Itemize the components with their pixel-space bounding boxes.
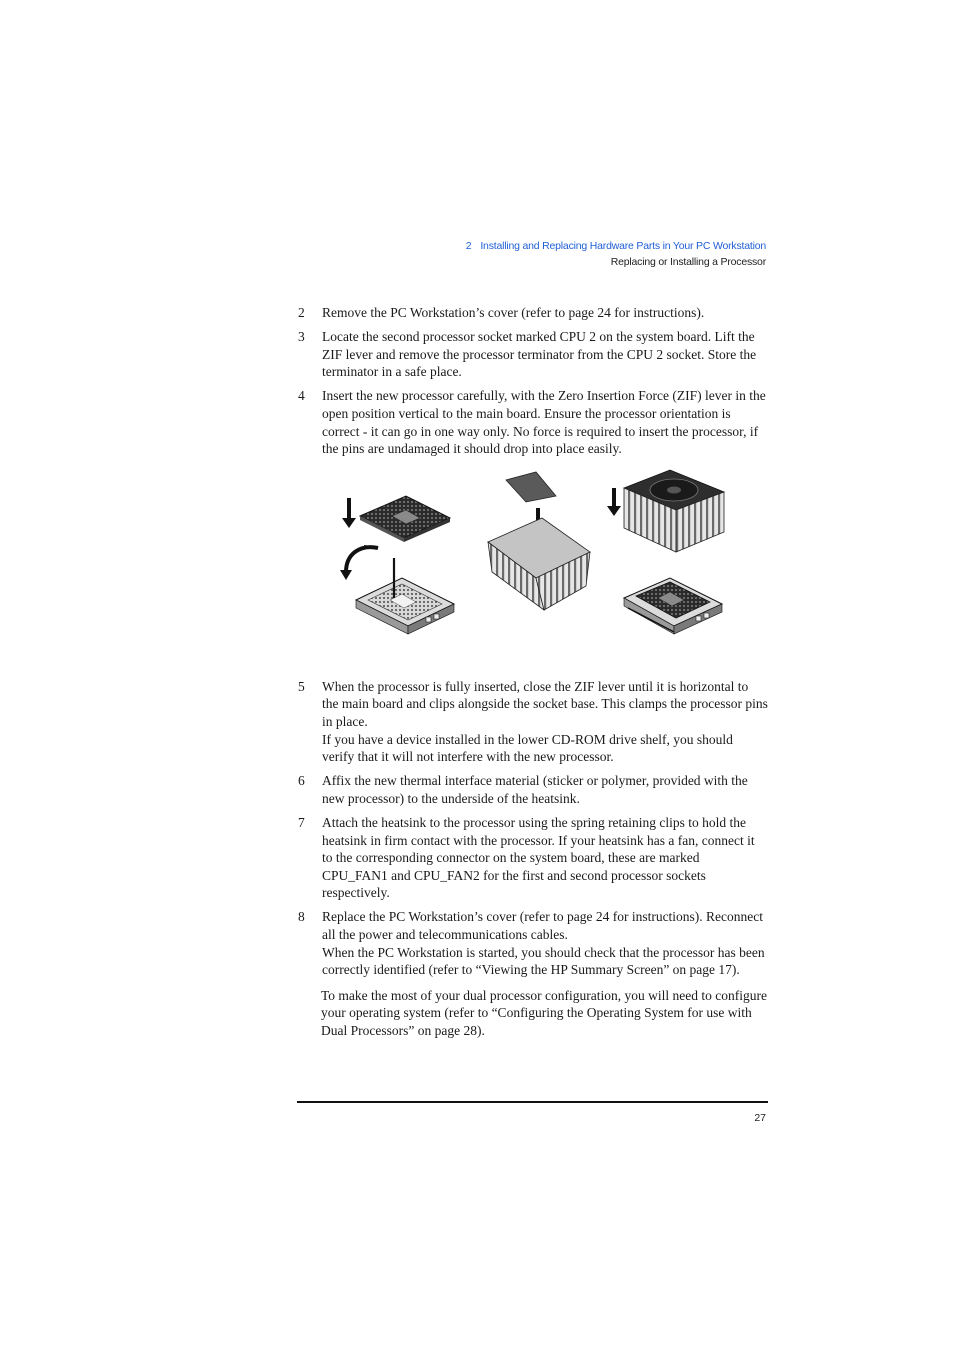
illustration-svg [298, 468, 768, 664]
step-number: 3 [298, 329, 305, 345]
zif-socket-icon [356, 558, 454, 634]
chapter-heading [466, 238, 766, 254]
step-number: 2 [298, 305, 305, 320]
page-number: 27 [754, 1112, 766, 1124]
step-number: 6 [298, 773, 305, 789]
curved-arrow-icon [340, 546, 378, 580]
heatsink-fan-icon [624, 470, 724, 552]
section-title: Replacing or Installing a Processor [610, 256, 766, 268]
step-number: 4 [298, 388, 305, 404]
step-text: When the processor is fully inserted, close the ZIF lever until it is horizontal to the main board and clips alongside the socket base. This clamps the processor pins in place. [322, 678, 768, 729]
heatsink-icon [488, 518, 590, 610]
step-8 [298, 908, 768, 978]
step-7 [298, 814, 768, 902]
running-header [466, 238, 766, 270]
down-arrow-icon [342, 498, 356, 528]
step-text: Attach the heatsink to the processor using the spring retaining clips to hold the heatsink in firm contact with the processor. If your heatsink has a fan, connect it to the corresponding connector on the system board, these are marked CPU_FAN1 and CPU_FAN2 for the first and second processor sockets respectively. [322, 814, 755, 901]
chapter-title: Installing and Replacing Hardware Parts in Your PC Workstation [480, 240, 766, 252]
step-text: Replace the PC Workstation’s cover (refer to page 24 for instructions). Reconnect all the power and telecommunications cables. [322, 909, 764, 942]
step-number: 5 [298, 678, 305, 694]
thermal-pad-icon [506, 472, 556, 502]
step-6 [298, 772, 768, 807]
step-text-continued: If you have a device installed in the lower CD-ROM drive shelf, you should verify that it will not interfere with the new processor. [322, 731, 733, 765]
chapter-number: 2 [465, 240, 472, 252]
step-3 [298, 328, 768, 381]
step-number: 8 [298, 909, 305, 925]
processor-installation-illustration [298, 468, 768, 664]
step-text-continued: When the PC Workstation is started, you should check that the processor has been correctly identified (refer to “Viewing the HP Summary Screen” on page 17). [322, 944, 765, 978]
main-content [298, 304, 768, 1040]
step-4 [298, 387, 768, 457]
step-number: 7 [298, 814, 305, 830]
step-5 [298, 678, 768, 766]
processor-chip-icon [360, 496, 450, 542]
installed-processor-icon [624, 578, 722, 634]
down-arrow-icon [607, 488, 621, 516]
step-2 [298, 304, 768, 322]
step-text: Remove the PC Workstation’s cover (refer to page 24 for instructions). [322, 305, 705, 320]
footer-rule [297, 1101, 768, 1103]
step-text: Insert the new processor carefully, with the Zero Insertion Force (ZIF) lever in the open position vertical to the main board. Ensure the processor orientation is correct - it can go in one way only. No force is required to insert the processor, if the pins are undamaged it should drop into place easily. [322, 388, 766, 457]
step-text: Affix the new thermal interface material (sticker or polymer, provided with the new processor) to the underside of the heatsink. [322, 773, 748, 806]
step-text: Locate the second processor socket marked CPU 2 on the system board. Lift the ZIF lever and remove the processor terminator from the CPU 2 socket. Store the terminator in a safe place. [322, 329, 757, 380]
dual-processor-note: To make the most of your dual processor configuration, you will need to configure your operating system (refer to “Configuring the Operating System for use with Dual Processors” on page 28). [321, 987, 767, 1038]
